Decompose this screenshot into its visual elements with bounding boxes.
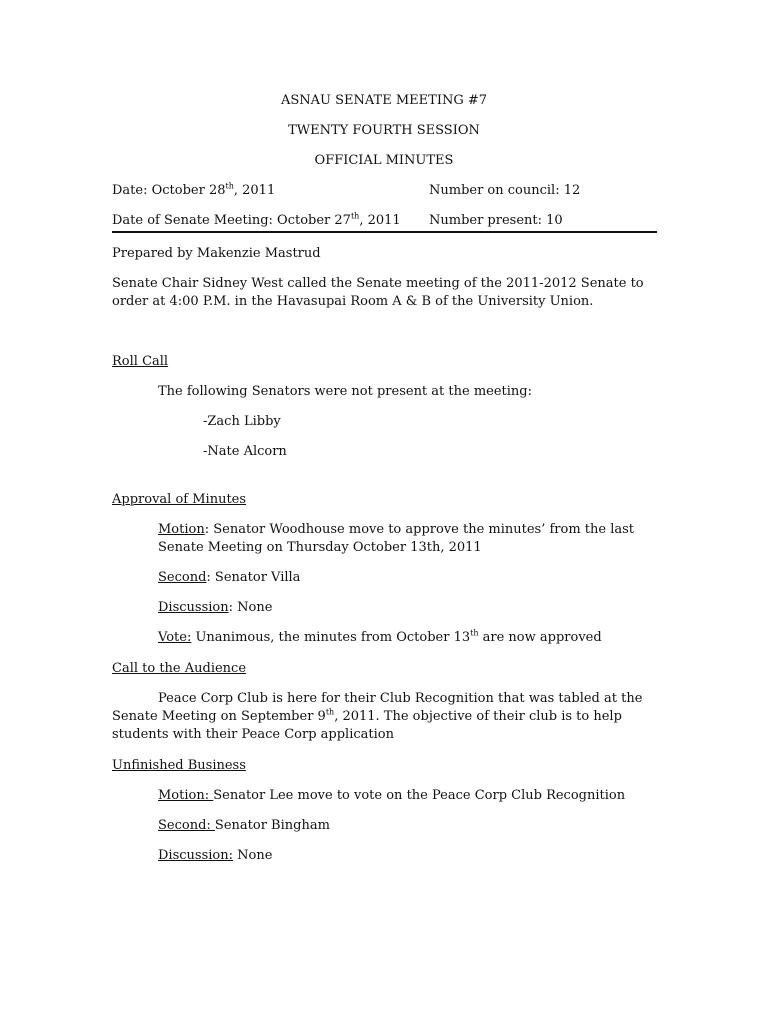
audience-line-3: students with their Peace Corp application bbox=[112, 727, 394, 742]
absent-senator: -Nate Alcorn bbox=[203, 444, 287, 459]
minutes-title: OFFICIAL MINUTES bbox=[314, 153, 454, 168]
roll-call-text: The following Senators were not present at the meeting: bbox=[158, 384, 532, 399]
unfinished-second: Second: Senator Bingham bbox=[158, 818, 330, 833]
approval-motion-line-2: Senate Meeting on Thursday October 13th, 2011 bbox=[158, 540, 482, 555]
approval-heading: Approval of Minutes bbox=[112, 492, 247, 507]
council-count: Number on council: 12 bbox=[429, 183, 581, 198]
intro-line-2: order at 4:00 P.M. in the Havasupai Room A & B of the University Union. bbox=[112, 294, 594, 309]
unfinished-discussion: Discussion: None bbox=[158, 848, 273, 863]
approval-discussion: Discussion: None bbox=[158, 600, 273, 615]
present-count: Number present: 10 bbox=[429, 213, 563, 228]
session-title: TWENTY FOURTH SESSION bbox=[288, 123, 480, 138]
document-date: Date: October 28th, 2011 bbox=[112, 181, 276, 198]
prepared-by: Prepared by Makenzie Mastrud bbox=[112, 246, 321, 261]
approval-motion: Motion: Senator Woodhouse move to approve the minutes’ from the last bbox=[158, 522, 635, 537]
header-divider bbox=[112, 231, 657, 233]
approval-vote: Vote: Unanimous, the minutes from October 13th are now approved bbox=[158, 628, 602, 645]
audience-line-2: Senate Meeting on September 9th, 2011. The objective of their club is to help bbox=[112, 707, 622, 724]
meeting-title: ASNAU SENATE MEETING #7 bbox=[280, 93, 488, 108]
audience-heading: Call to the Audience bbox=[112, 661, 247, 676]
unfinished-heading: Unfinished Business bbox=[112, 758, 246, 773]
absent-senator: -Zach Libby bbox=[203, 414, 281, 429]
approval-second: Second: Senator Villa bbox=[158, 570, 301, 585]
roll-call-heading: Roll Call bbox=[112, 354, 169, 369]
senate-meeting-date: Date of Senate Meeting: October 27th, 2011 bbox=[112, 211, 401, 228]
intro-line-1: Senate Chair Sidney West called the Senate meeting of the 2011-2012 Senate to bbox=[112, 276, 644, 291]
audience-line-1: Peace Corp Club is here for their Club Recognition that was tabled at the bbox=[158, 691, 643, 706]
unfinished-motion: Motion: Senator Lee move to vote on the Peace Corp Club Recognition bbox=[158, 788, 626, 803]
